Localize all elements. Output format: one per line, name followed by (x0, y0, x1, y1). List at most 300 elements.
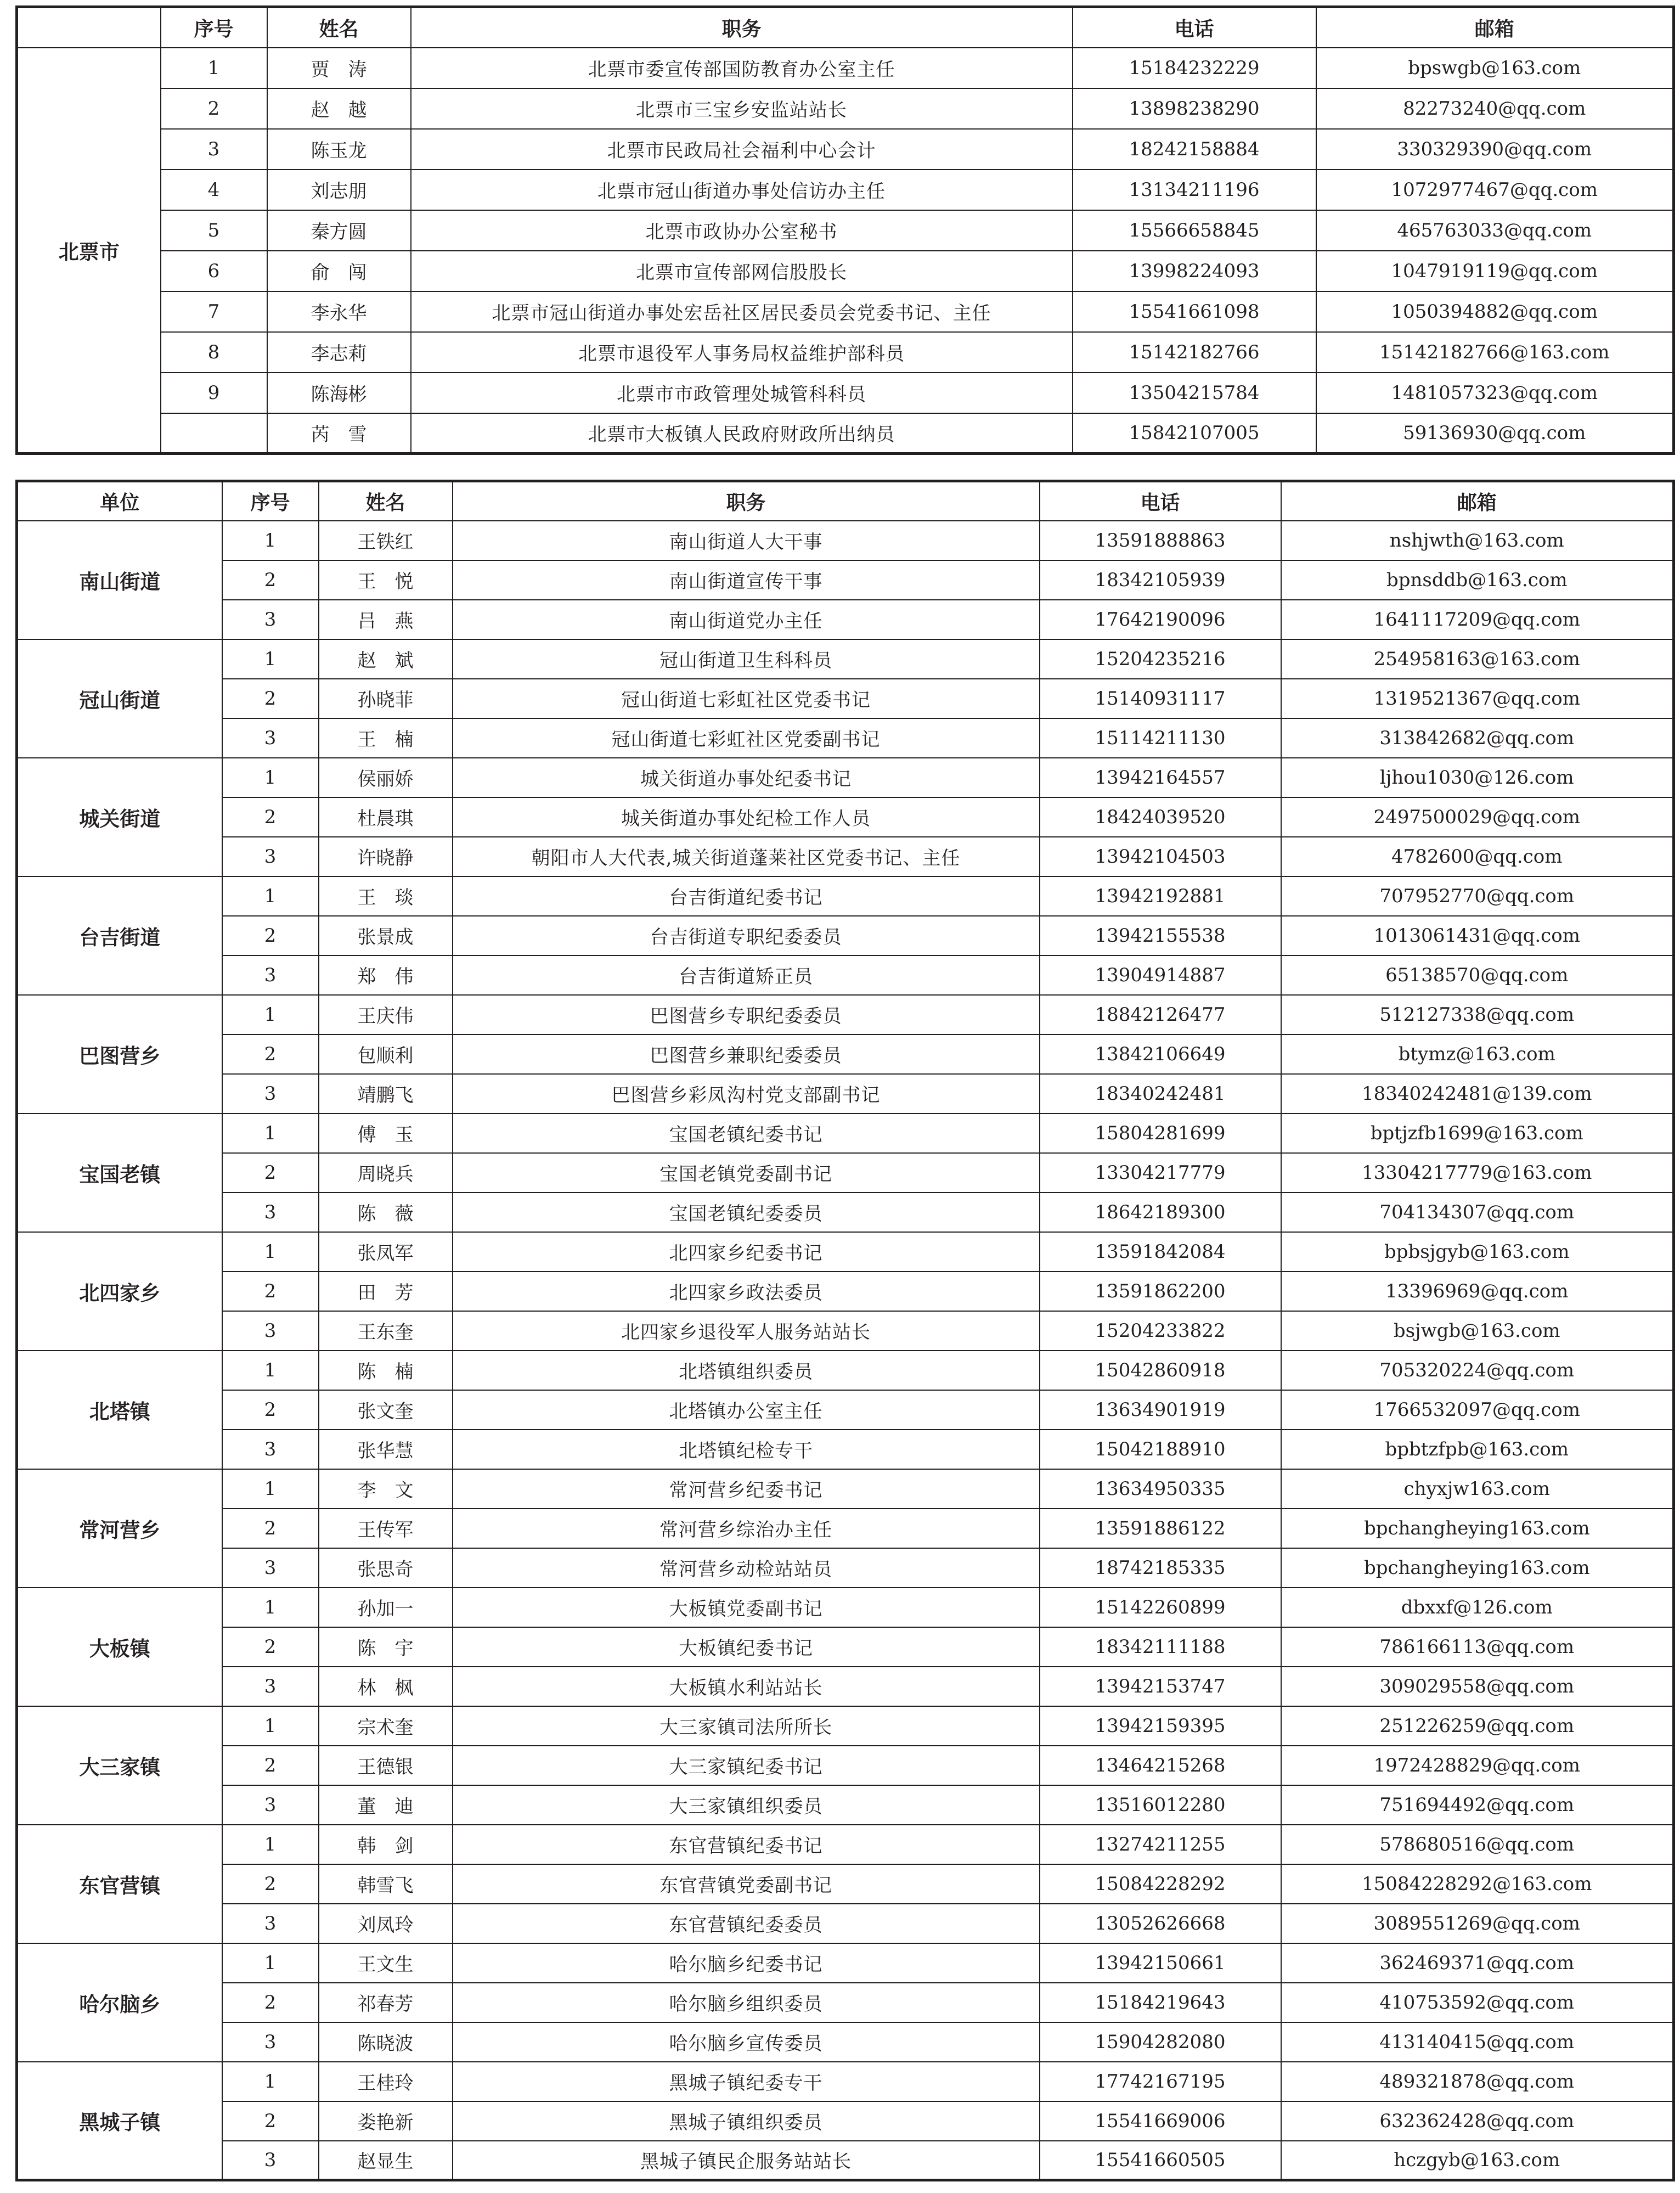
cell-name: 赵显生 (319, 2141, 453, 2180)
cell-phone: 15842107005 (1073, 413, 1316, 454)
cell-position: 黑城子镇组织委员 (453, 2101, 1040, 2141)
col-header-email: 邮箱 (1281, 481, 1674, 521)
cell-index: 1 (222, 758, 319, 797)
cell-email: 254958163@163.com (1281, 639, 1674, 679)
cell-name: 李永华 (267, 291, 411, 332)
cell-position: 北票市冠山街道办事处宏岳社区居民委员会党委书记、主任 (411, 291, 1073, 332)
cell-phone: 13898238290 (1073, 88, 1316, 129)
cell-name: 王传军 (319, 1509, 453, 1548)
cell-phone: 17742167195 (1040, 2062, 1281, 2101)
cell-name: 包顺利 (319, 1034, 453, 1074)
table-header-row (17, 7, 1674, 48)
cell-name: 王德银 (319, 1746, 453, 1785)
cell-email: bpbsjgyb@163.com (1281, 1232, 1674, 1272)
cell-email: btymz@163.com (1281, 1034, 1674, 1074)
unit-cell: 冠山街道 (17, 639, 222, 758)
cell-position: 东官营镇纪委书记 (453, 1825, 1040, 1864)
cell-position: 大三家镇司法所所长 (453, 1706, 1040, 1746)
table-row (17, 758, 1674, 797)
cell-position: 北四家乡退役军人服务站站长 (453, 1311, 1040, 1351)
cell-name: 吕 燕 (319, 600, 453, 639)
cell-name: 陈 楠 (319, 1351, 453, 1390)
cell-index: 3 (222, 1548, 319, 1588)
cell-phone: 13942150661 (1040, 1943, 1281, 1983)
table-row (17, 1232, 1674, 1272)
cell-index (161, 413, 267, 454)
cell-phone: 15142182766 (1073, 332, 1316, 373)
cell-index: 3 (222, 1430, 319, 1469)
cell-name: 张华慧 (319, 1430, 453, 1469)
cell-position: 朝阳市人大代表,城关街道蓬莱社区党委书记、主任 (453, 837, 1040, 876)
table-row (17, 2062, 1674, 2101)
table-row (17, 521, 1674, 560)
cell-name: 许晓静 (319, 837, 453, 876)
cell-name: 韩 剑 (319, 1825, 453, 1864)
cell-email: 705320224@qq.com (1281, 1351, 1674, 1390)
cell-phone: 13591862200 (1040, 1272, 1281, 1311)
cell-phone: 15184232229 (1073, 48, 1316, 88)
cell-name: 王庆伟 (319, 995, 453, 1034)
cell-email: 4782600@qq.com (1281, 837, 1674, 876)
table-row (17, 1153, 1674, 1193)
cell-phone: 15084228292 (1040, 1864, 1281, 1904)
unit-cell: 南山街道 (17, 521, 222, 639)
col-header-email: 邮箱 (1316, 7, 1674, 48)
cell-index: 2 (222, 1390, 319, 1430)
cell-position: 南山街道人大干事 (453, 521, 1040, 560)
table-row (17, 916, 1674, 955)
cell-email: bptjzfb1699@163.com (1281, 1114, 1674, 1153)
cell-phone: 15142260899 (1040, 1588, 1281, 1627)
cell-name: 俞 闯 (267, 251, 411, 291)
cell-index: 3 (222, 1311, 319, 1351)
cell-phone: 13274211255 (1040, 1825, 1281, 1864)
cell-email: 13304217779@163.com (1281, 1153, 1674, 1193)
unit-cell: 常河营乡 (17, 1469, 222, 1588)
cell-email: 1013061431@qq.com (1281, 916, 1674, 955)
cell-phone: 13304217779 (1040, 1153, 1281, 1193)
cell-email: 1972428829@qq.com (1281, 1746, 1674, 1785)
cell-name: 王 悦 (319, 560, 453, 600)
cell-index: 2 (222, 1034, 319, 1074)
cell-name: 李 文 (319, 1469, 453, 1509)
cell-index: 1 (222, 1588, 319, 1627)
cell-email: 704134307@qq.com (1281, 1193, 1674, 1232)
cell-position: 南山街道党办主任 (453, 600, 1040, 639)
cell-position: 城关街道办事处纪检工作人员 (453, 797, 1040, 837)
table-row (17, 876, 1674, 916)
cell-email: bsjwgb@163.com (1281, 1311, 1674, 1351)
table-row (17, 1588, 1674, 1627)
table-row (17, 639, 1674, 679)
cell-index: 3 (222, 1785, 319, 1825)
cell-phone: 18424039520 (1040, 797, 1281, 837)
cell-position: 北塔镇纪检专干 (453, 1430, 1040, 1469)
cell-email: 18340242481@139.com (1281, 1074, 1674, 1114)
cell-email: 59136930@qq.com (1316, 413, 1674, 454)
cell-position: 北票市退役军人事务局权益维护部科员 (411, 332, 1073, 373)
cell-position: 北票市民政局社会福利中心会计 (411, 129, 1073, 170)
table-row (17, 291, 1674, 332)
table-row (17, 718, 1674, 758)
cell-email: 707952770@qq.com (1281, 876, 1674, 916)
cell-index: 7 (161, 291, 267, 332)
table-row (17, 1864, 1674, 1904)
cell-position: 哈尔脑乡组织委员 (453, 1983, 1040, 2022)
cell-position: 北四家乡纪委书记 (453, 1232, 1040, 1272)
cell-phone: 13052626668 (1040, 1904, 1281, 1943)
cell-name: 张凤军 (319, 1232, 453, 1272)
unit-cell: 北四家乡 (17, 1232, 222, 1351)
cell-phone: 15204233822 (1040, 1311, 1281, 1351)
cell-phone: 13464215268 (1040, 1746, 1281, 1785)
cell-phone: 13942192881 (1040, 876, 1281, 916)
cell-position: 北票市三宝乡安监站站长 (411, 88, 1073, 129)
cell-email: 1072977467@qq.com (1316, 170, 1674, 210)
cell-name: 傅 玉 (319, 1114, 453, 1153)
cell-index: 1 (222, 639, 319, 679)
cell-index: 4 (161, 170, 267, 210)
table-row (17, 679, 1674, 718)
cell-position: 东官营镇纪委委员 (453, 1904, 1040, 1943)
cell-index: 1 (222, 1825, 319, 1864)
cell-email: bpswgb@163.com (1316, 48, 1674, 88)
cell-name: 祁春芳 (319, 1983, 453, 2022)
cell-position: 常河营乡综治办主任 (453, 1509, 1040, 1548)
cell-name: 董 迪 (319, 1785, 453, 1825)
cell-name: 郑 伟 (319, 955, 453, 995)
col-header-phone: 电话 (1073, 7, 1316, 48)
cell-index: 2 (222, 2101, 319, 2141)
table-row (17, 1983, 1674, 2022)
cell-index: 1 (222, 1943, 319, 1983)
cell-name: 杜晨琪 (319, 797, 453, 837)
cell-index: 3 (222, 1074, 319, 1114)
cell-phone: 13942153747 (1040, 1667, 1281, 1706)
cell-email: nshjwth@163.com (1281, 521, 1674, 560)
cell-index: 3 (222, 600, 319, 639)
cell-position: 台吉街道专职纪委委员 (453, 916, 1040, 955)
cell-position: 北票市宣传部网信股股长 (411, 251, 1073, 291)
table-row (17, 2022, 1674, 2062)
cell-phone: 17642190096 (1040, 600, 1281, 639)
cell-position: 北票市政协办公室秘书 (411, 210, 1073, 251)
cell-name: 田 芳 (319, 1272, 453, 1311)
cell-position: 北四家乡政法委员 (453, 1272, 1040, 1311)
cell-name: 陈玉龙 (267, 129, 411, 170)
cell-index: 2 (222, 1272, 319, 1311)
cell-index: 2 (222, 797, 319, 837)
table-body (17, 521, 1674, 2180)
cell-position: 台吉街道纪委书记 (453, 876, 1040, 916)
cell-position: 巴图营乡兼职纪委委员 (453, 1034, 1040, 1074)
table-row (17, 1351, 1674, 1390)
unit-cell: 北塔镇 (17, 1351, 222, 1469)
cell-position: 北塔镇办公室主任 (453, 1390, 1040, 1430)
cell-phone: 18642189300 (1040, 1193, 1281, 1232)
table-row (17, 413, 1674, 454)
unit-header-blank (17, 7, 161, 48)
table-row (17, 1548, 1674, 1588)
cell-position: 南山街道宣传干事 (453, 560, 1040, 600)
cell-index: 3 (222, 2022, 319, 2062)
unit-cell: 哈尔脑乡 (17, 1943, 222, 2062)
cell-email: 465763033@qq.com (1316, 210, 1674, 251)
cell-phone: 13504215784 (1073, 373, 1316, 413)
township-table (15, 480, 1675, 2181)
cell-position: 宝国老镇党委副书记 (453, 1153, 1040, 1193)
cell-name: 陈 薇 (319, 1193, 453, 1232)
col-header-name: 姓名 (319, 481, 453, 521)
cell-name: 陈 宇 (319, 1627, 453, 1667)
cell-index: 2 (222, 1153, 319, 1193)
col-header-position: 职务 (411, 7, 1073, 48)
table-row (17, 210, 1674, 251)
cell-name: 林 枫 (319, 1667, 453, 1706)
cell-phone: 15541660505 (1040, 2141, 1281, 2180)
cell-index: 5 (161, 210, 267, 251)
cell-name: 靖鹏飞 (319, 1074, 453, 1114)
cell-email: 578680516@qq.com (1281, 1825, 1674, 1864)
cell-index: 1 (222, 1351, 319, 1390)
cell-email: 1319521367@qq.com (1281, 679, 1674, 718)
cell-email: 3089551269@qq.com (1281, 1904, 1674, 1943)
cell-phone: 13942104503 (1040, 837, 1281, 876)
cell-email: 489321878@qq.com (1281, 2062, 1674, 2101)
beipiao-city-table (15, 5, 1675, 455)
table-row (17, 1034, 1674, 1074)
cell-phone: 15042188910 (1040, 1430, 1281, 1469)
unit-cell: 东官营镇 (17, 1825, 222, 1943)
cell-phone: 15904282080 (1040, 2022, 1281, 2062)
cell-index: 2 (222, 1509, 319, 1548)
cell-name: 韩雪飞 (319, 1864, 453, 1904)
table-row (17, 837, 1674, 876)
cell-email: dbxxf@126.com (1281, 1588, 1674, 1627)
cell-email: 410753592@qq.com (1281, 1983, 1674, 2022)
table-row (17, 1311, 1674, 1351)
cell-phone: 13942155538 (1040, 916, 1281, 955)
cell-name: 王 琰 (319, 876, 453, 916)
cell-email: 413140415@qq.com (1281, 2022, 1674, 2062)
table-row (17, 1469, 1674, 1509)
cell-position: 大板镇纪委书记 (453, 1627, 1040, 1667)
cell-index: 2 (222, 1746, 319, 1785)
cell-email: 330329390@qq.com (1316, 129, 1674, 170)
table-row (17, 1114, 1674, 1153)
cell-email: 512127338@qq.com (1281, 995, 1674, 1034)
cell-position: 大三家镇组织委员 (453, 1785, 1040, 1825)
cell-position: 巴图营乡专职纪委委员 (453, 995, 1040, 1034)
cell-phone: 18242158884 (1073, 129, 1316, 170)
cell-email: 309029558@qq.com (1281, 1667, 1674, 1706)
cell-index: 1 (222, 1114, 319, 1153)
cell-index: 1 (222, 1232, 319, 1272)
cell-position: 黑城子镇民企服务站站长 (453, 2141, 1040, 2180)
cell-position: 北票市市政管理处城管科科员 (411, 373, 1073, 413)
cell-email: 362469371@qq.com (1281, 1943, 1674, 1983)
cell-name: 王桂玲 (319, 2062, 453, 2101)
table-row (17, 1390, 1674, 1430)
unit-cell: 黑城子镇 (17, 2062, 222, 2180)
cell-phone: 15541661098 (1073, 291, 1316, 332)
table-row (17, 332, 1674, 373)
unit-cell: 城关街道 (17, 758, 222, 876)
cell-phone: 13634950335 (1040, 1469, 1281, 1509)
table-row (17, 995, 1674, 1034)
cell-email: 1766532097@qq.com (1281, 1390, 1674, 1430)
unit-cell: 北票市 (17, 48, 161, 454)
col-header-position: 职务 (453, 481, 1040, 521)
cell-phone: 18342105939 (1040, 560, 1281, 600)
cell-email: 251226259@qq.com (1281, 1706, 1674, 1746)
cell-phone: 13634901919 (1040, 1390, 1281, 1430)
cell-position: 宝国老镇纪委书记 (453, 1114, 1040, 1153)
unit-cell: 大板镇 (17, 1588, 222, 1706)
cell-index: 3 (222, 2141, 319, 2180)
table-header-row (17, 481, 1674, 521)
cell-name: 芮 雪 (267, 413, 411, 454)
cell-name: 赵 越 (267, 88, 411, 129)
table-row (17, 1904, 1674, 1943)
table-row (17, 1272, 1674, 1311)
cell-index: 1 (222, 1469, 319, 1509)
cell-index: 3 (161, 129, 267, 170)
table-row (17, 373, 1674, 413)
table-row (17, 560, 1674, 600)
cell-index: 2 (222, 1983, 319, 2022)
cell-name: 侯丽娇 (319, 758, 453, 797)
col-header-index: 序号 (161, 7, 267, 48)
cell-name: 孙晓菲 (319, 679, 453, 718)
cell-index: 1 (222, 2062, 319, 2101)
cell-name: 李志莉 (267, 332, 411, 373)
cell-phone: 13998224093 (1073, 251, 1316, 291)
cell-email: bpbtzfpb@163.com (1281, 1430, 1674, 1469)
cell-name: 张景成 (319, 916, 453, 955)
cell-phone: 15042860918 (1040, 1351, 1281, 1390)
cell-index: 1 (222, 1706, 319, 1746)
cell-name: 王文生 (319, 1943, 453, 1983)
table-row (17, 1667, 1674, 1706)
cell-email: 2497500029@qq.com (1281, 797, 1674, 837)
cell-index: 1 (222, 876, 319, 916)
cell-name: 刘志朋 (267, 170, 411, 210)
cell-index: 2 (222, 1864, 319, 1904)
table-row (17, 251, 1674, 291)
table-row (17, 1193, 1674, 1232)
cell-email: chyxjw163.com (1281, 1469, 1674, 1509)
cell-position: 冠山街道七彩虹社区党委书记 (453, 679, 1040, 718)
cell-index: 1 (222, 995, 319, 1034)
cell-position: 常河营乡动检站站员 (453, 1548, 1040, 1588)
cell-position: 哈尔脑乡宣传委员 (453, 2022, 1040, 2062)
cell-position: 冠山街道卫生科科员 (453, 639, 1040, 679)
cell-name: 王铁红 (319, 521, 453, 560)
cell-index: 2 (222, 560, 319, 600)
cell-email: 751694492@qq.com (1281, 1785, 1674, 1825)
cell-email: 1481057323@qq.com (1316, 373, 1674, 413)
cell-email: bpnsddb@163.com (1281, 560, 1674, 600)
cell-name: 贾 涛 (267, 48, 411, 88)
cell-email: 1047919119@qq.com (1316, 251, 1674, 291)
cell-phone: 15184219643 (1040, 1983, 1281, 2022)
col-header-unit: 单位 (17, 481, 222, 521)
cell-index: 3 (222, 1667, 319, 1706)
cell-index: 3 (222, 1193, 319, 1232)
cell-phone: 15114211130 (1040, 718, 1281, 758)
table-body (17, 48, 1674, 454)
table-row (17, 1825, 1674, 1864)
cell-name: 张文奎 (319, 1390, 453, 1430)
cell-name: 陈晓波 (319, 2022, 453, 2062)
cell-phone: 13942164557 (1040, 758, 1281, 797)
unit-cell: 台吉街道 (17, 876, 222, 995)
table-row (17, 2141, 1674, 2180)
cell-position: 北票市委宣传部国防教育办公室主任 (411, 48, 1073, 88)
cell-name: 娄艳新 (319, 2101, 453, 2141)
cell-phone: 13591886122 (1040, 1509, 1281, 1548)
cell-index: 9 (161, 373, 267, 413)
cell-name: 王 楠 (319, 718, 453, 758)
table-row (17, 1706, 1674, 1746)
cell-index: 1 (161, 48, 267, 88)
cell-phone: 13516012280 (1040, 1785, 1281, 1825)
cell-position: 北塔镇组织委员 (453, 1351, 1040, 1390)
cell-phone: 18742185335 (1040, 1548, 1281, 1588)
cell-name: 张思奇 (319, 1548, 453, 1588)
cell-email: bpchangheying163.com (1281, 1509, 1674, 1548)
table-row (17, 600, 1674, 639)
table-row (17, 1074, 1674, 1114)
cell-email: 632362428@qq.com (1281, 2101, 1674, 2141)
unit-cell: 宝国老镇 (17, 1114, 222, 1232)
cell-index: 2 (222, 679, 319, 718)
cell-position: 宝国老镇纪委委员 (453, 1193, 1040, 1232)
cell-phone: 15566658845 (1073, 210, 1316, 251)
table-row (17, 170, 1674, 210)
cell-name: 陈海彬 (267, 373, 411, 413)
cell-name: 孙加一 (319, 1588, 453, 1627)
table-row (17, 129, 1674, 170)
cell-phone: 15804281699 (1040, 1114, 1281, 1153)
cell-index: 3 (222, 955, 319, 995)
cell-index: 2 (161, 88, 267, 129)
col-header-name: 姓名 (267, 7, 411, 48)
cell-phone: 13134211196 (1073, 170, 1316, 210)
cell-phone: 18340242481 (1040, 1074, 1281, 1114)
cell-index: 6 (161, 251, 267, 291)
cell-index: 3 (222, 718, 319, 758)
cell-index: 3 (222, 1904, 319, 1943)
table-row (17, 1785, 1674, 1825)
cell-email: 313842682@qq.com (1281, 718, 1674, 758)
cell-email: hczgyb@163.com (1281, 2141, 1674, 2180)
cell-name: 秦方圆 (267, 210, 411, 251)
cell-index: 3 (222, 837, 319, 876)
cell-name: 周晓兵 (319, 1153, 453, 1193)
cell-position: 台吉街道矫正员 (453, 955, 1040, 995)
cell-position: 大板镇党委副书记 (453, 1588, 1040, 1627)
table-row (17, 88, 1674, 129)
cell-phone: 18342111188 (1040, 1627, 1281, 1667)
cell-phone: 18842126477 (1040, 995, 1281, 1034)
cell-email: 82273240@qq.com (1316, 88, 1674, 129)
cell-position: 巴图营乡彩凤沟村党支部副书记 (453, 1074, 1040, 1114)
cell-position: 冠山街道七彩虹社区党委副书记 (453, 718, 1040, 758)
table-row (17, 955, 1674, 995)
cell-email: bpchangheying163.com (1281, 1548, 1674, 1588)
